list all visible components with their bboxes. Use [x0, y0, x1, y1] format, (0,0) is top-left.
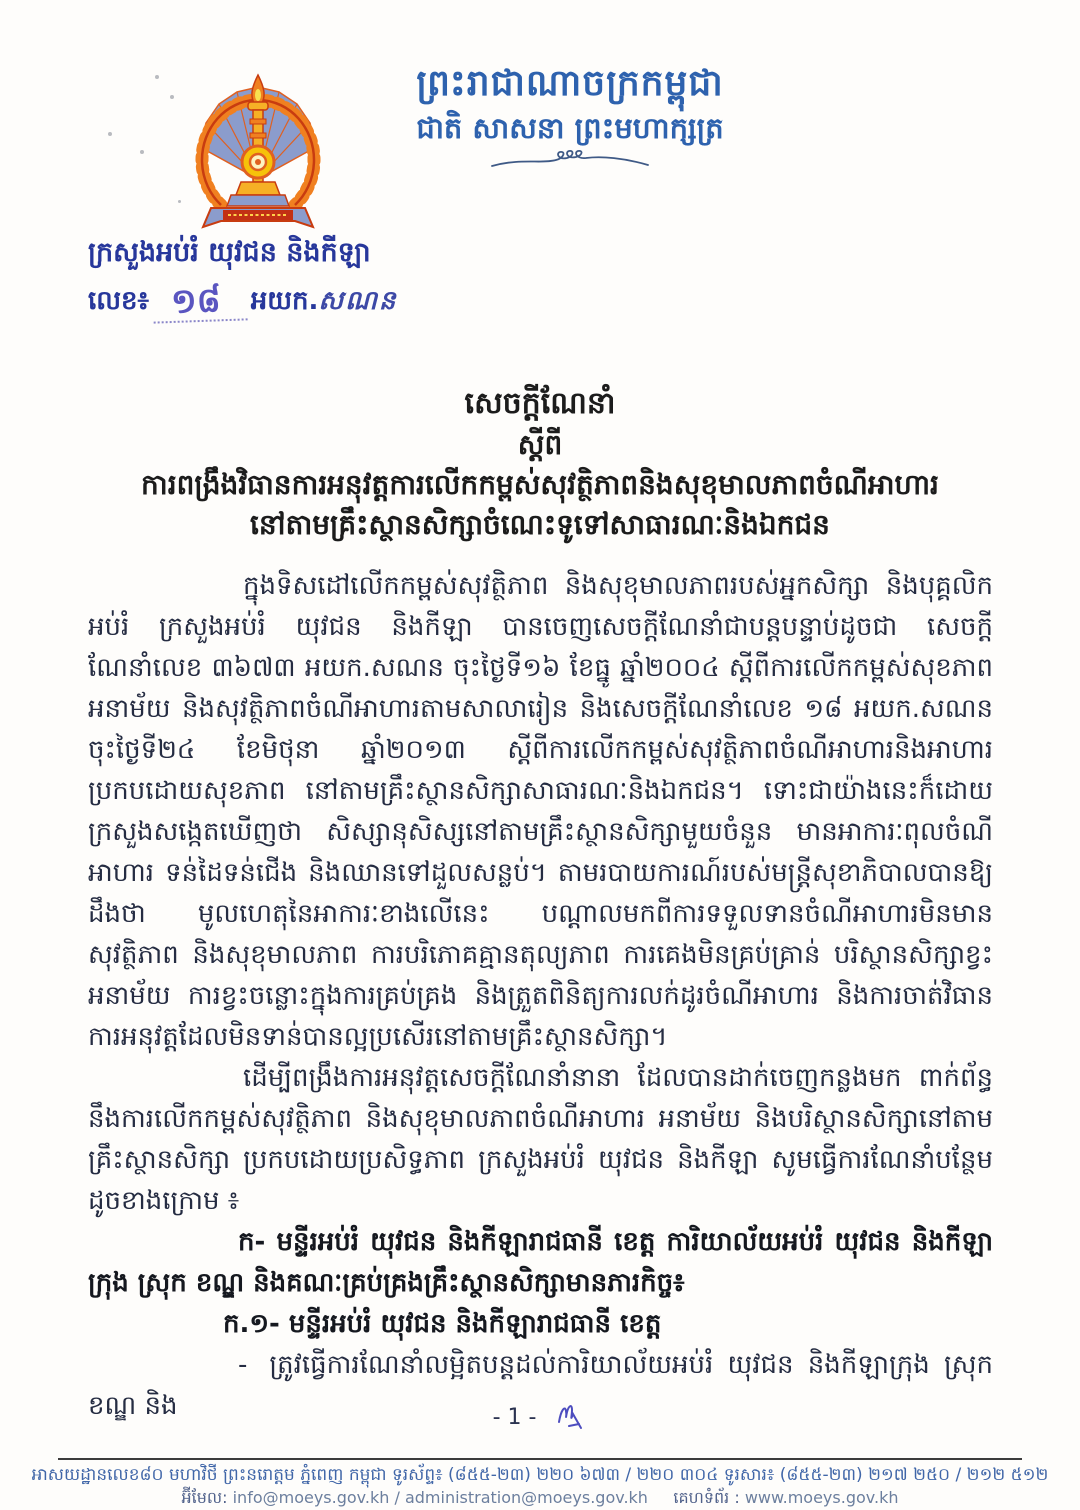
- document-title: [60, 383, 1020, 545]
- email-label: អ៊ីមែល:: [181, 1488, 228, 1507]
- reference-code-suffix: សណន: [318, 286, 398, 316]
- reference-line: [88, 280, 398, 322]
- title-line-1: សេចក្តីណែនាំ: [464, 386, 616, 421]
- title-line-3: ការពង្រឹងវិធានការអនុវត្តការលើកកម្ពស់សុវត្ថិភាពនិងសុខុមាលភាពចំណីអាហារ: [141, 468, 939, 501]
- title-line-2: ស្តីពី: [517, 428, 563, 461]
- page-number: - 1 -: [492, 1405, 537, 1430]
- handwritten-initials-icon: [553, 1398, 587, 1432]
- footer: [0, 1464, 1080, 1509]
- ministry-block: [88, 236, 397, 322]
- decorative-scroll-divider-icon: [490, 148, 650, 174]
- website-label: គេហទំព័រ :: [673, 1488, 740, 1507]
- footer-contact-line: [0, 1487, 1080, 1509]
- ministry-name: ក្រសួងអប់រំ យុវជន និងកីឡា: [88, 237, 371, 268]
- document-header: [310, 62, 830, 178]
- section-a1-heading: ក.១- មន្ទីរអប់រំ យុវជន និងកីឡារាជធានី ខេត្ត: [223, 1309, 662, 1339]
- body-paragraph-2: ដើម្បីពង្រឹងការអនុវត្តសេចក្តីណែនាំនានា ដែលបានដាក់ចេញកន្លងមក ពាក់ព័ន្ធនឹងការលើកកម្ពស់សុវត្ថិភាព និងសុខុមាលភាពចំណីអាហារ អនាម័យ និងបរិស្ថានសិក្សានៅតាមគ្រឹះស្ថានសិក្សា ប្រកបដោយប្រសិទ្ធភាព ក្រសួងអប់រំ យុវជន និងកីឡា សូមធ្វើការណែនាំបន្ថែមដូចខាងក្រោម ៖: [88, 1063, 993, 1216]
- footer-address-line: អាសយដ្ឋានលេខ៨០ មហាវិថី ព្រះនរោត្តម ភ្នំពេញ កម្ពុជា ទូរស័ព្ទ៖ (៨៥៥-២៣) ២២០ ៦៧៣ / ២២០ ៣០៤ ទូរសារ៖ (៨៥៥-២៣) ២១៧ ២៥០ / ២១២ ៥១២: [31, 1465, 1049, 1485]
- kingdom-title: ព្រះរាជាណាចក្រកម្ពុជា: [416, 63, 724, 104]
- document-body: [88, 566, 993, 1427]
- website-url: www.moeys.gov.kh: [744, 1488, 899, 1507]
- reference-label: លេខ៖: [88, 286, 149, 316]
- bullet-dash: -: [238, 1350, 248, 1380]
- national-motto: ជាតិ សាសនា ព្រះមហាក្សត្រ: [416, 111, 724, 145]
- reference-code-prefix: អយក.: [250, 286, 319, 316]
- bullet-text: ត្រូវធ្វើការណែនាំលម្អិតបន្តដល់ការិយាល័យអប់រំ យុវជន និងកីឡាក្រុង ស្រុក ខណ្ឌ និង: [88, 1350, 993, 1421]
- section-a-heading: ក- មន្ទីរអប់រំ យុវជន និងកីឡារាជធានី ខេត្ត ការិយាល័យអប់រំ យុវជន និងកីឡាក្រុង ស្រុក ខណ្ឌ និងគណៈគ្រប់គ្រងគ្រឹះស្ថានសិក្សាមានភារកិច្ច៖: [88, 1227, 993, 1298]
- title-line-4: នៅតាមគ្រឹះស្ថានសិក្សាចំណេះទូទៅសាធារណៈនិងឯកជន: [250, 508, 830, 541]
- body-paragraph-1: ក្នុងទិសដៅលើកកម្ពស់សុវត្ថិភាព និងសុខុមាលភាពរបស់អ្នកសិក្សា និងបុគ្គលិកអប់រំ ក្រសួងអប់រំ យុវជន និងកីឡា បានចេញសេចក្តីណែនាំជាបន្តបន្ទាប់ដូចជា សេចក្តីណែនាំលេខ ៣៦៧៣ អយក.សណន ចុះថ្ងៃទី១៦ ខែធ្នូ ឆ្នាំ២០០៤ ស្តីពីការលើកកម្ពស់សុខភាព អនាម័យ និងសុវត្ថិភាពចំណីអាហារតាមសាលារៀន និងសេចក្តីណែនាំលេខ ១៨ អយក.សណន ចុះថ្ងៃទី២៤ ខែមិថុនា ឆ្នាំ២០១៣ ស្តីពីការលើកកម្ពស់សុវត្ថិភាពចំណីអាហារនិងអាហារប្រកបដោយសុខភាព នៅតាមគ្រឹះស្ថានសិក្សាសាធារណៈនិងឯកជន។ ទោះជាយ៉ាងនេះក៏ដោយ ក្រសួងសង្កេតឃើញថា សិស្សានុសិស្សនៅតាមគ្រឹះស្ថានសិក្សាមួយចំនួន មានអាការៈពុលចំណីអាហារ ទន់ដៃទន់ជើង និងឈានទៅដួលសន្លប់។ តាមរបាយការណ៍របស់មន្ត្រីសុខាភិបាលបានឱ្យដឹងថា មូលហេតុនៃអាការៈខាងលើនេះ បណ្តាលមកពីការទទួលទានចំណីអាហារមិនមានសុវត្ថិភាព និងសុខុមាលភាព ការបរិភោគគ្មានតុល្យភាព ការគេងមិនគ្រប់គ្រាន់ បរិស្ថានសិក្សាខ្វះអនាម័យ ការខ្វះចន្លោះក្នុងការគ្រប់គ្រង និងត្រួតពិនិត្យការលក់ដូរចំណីអាហារ និងការចាត់វិធានការអនុវត្តដែលមិនទាន់បានល្អប្រសើរនៅតាមគ្រឹះស្ថានសិក្សា។: [88, 571, 993, 1052]
- email-addresses: info@moeys.gov.kh / administration@moeys.gov.kh: [232, 1488, 648, 1507]
- footer-divider: [58, 1458, 1022, 1460]
- handwritten-reference-number: ១៨: [152, 282, 247, 323]
- page-number-row: [0, 1398, 1080, 1432]
